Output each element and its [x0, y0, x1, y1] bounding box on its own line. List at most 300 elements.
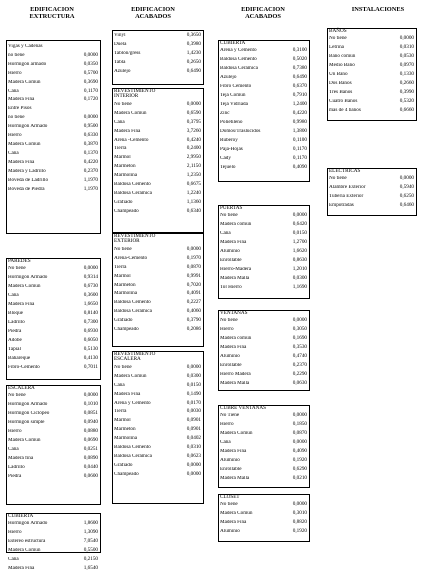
row-label: Caña — [8, 88, 19, 94]
row-value: 0,0600 — [83, 472, 98, 479]
row-value: 0,1920 — [292, 457, 307, 463]
row-value: 0,0870 — [292, 430, 307, 437]
table-row — [7, 472, 99, 481]
table-row — [7, 555, 99, 564]
row-value: 0,1170 — [83, 87, 98, 94]
section-banos — [328, 29, 415, 115]
row-label: Champeado — [114, 327, 139, 333]
row-value: 0,0310 — [186, 444, 201, 451]
table-row — [219, 109, 308, 118]
row-value: 0,6660 — [399, 106, 414, 113]
table-row — [328, 192, 415, 201]
table-row — [7, 418, 99, 427]
row-label: Un Baño — [329, 72, 348, 78]
row-value: 0,0530 — [399, 53, 414, 60]
row-label: Marmolina — [114, 173, 138, 179]
row-value: 1,2700 — [292, 239, 307, 246]
row-label: Madera Malla — [220, 275, 250, 281]
row-value: 0,4060 — [186, 308, 201, 315]
table-row — [7, 463, 99, 472]
table-row — [113, 434, 202, 443]
row-label: Enrollable — [220, 466, 242, 472]
row-value: 0,2086 — [186, 326, 201, 333]
table-row — [7, 42, 99, 51]
table-row — [113, 299, 202, 308]
row-label: Baldosa Cemento — [114, 182, 151, 188]
table-row — [219, 325, 308, 334]
row-value: 0,2150 — [83, 556, 98, 563]
row-label: Marmolina — [114, 436, 138, 442]
row-label: Madera Común — [114, 373, 147, 379]
section-ventanas — [219, 311, 308, 388]
row-label: Ladrillo — [8, 319, 25, 325]
row-value: 0,6420 — [292, 221, 307, 228]
table-row — [113, 399, 202, 408]
table-row — [113, 281, 202, 290]
row-value: 1,1970 — [83, 176, 98, 183]
row-label: Hormigón Armado — [8, 402, 48, 408]
row-value: 0,1170 — [292, 154, 307, 161]
table-row — [219, 154, 308, 163]
section-cubierta-estructura — [7, 514, 99, 573]
table-row — [7, 354, 99, 363]
row-value: 0,2400 — [186, 145, 201, 152]
table-row — [219, 518, 308, 527]
table-row — [219, 265, 308, 274]
table-row — [7, 264, 99, 273]
table-row — [7, 318, 99, 327]
row-label: No tiene — [329, 36, 347, 42]
table-row — [113, 272, 202, 281]
section-cubierta-acabados — [219, 41, 308, 172]
table-row — [7, 282, 99, 291]
row-value: 1,1970 — [83, 185, 98, 192]
header-line-1: INSTALACIONES — [351, 6, 405, 13]
row-value: 0,3690 — [83, 78, 98, 85]
row-label: Hierro — [8, 70, 22, 76]
table-row — [113, 154, 202, 163]
table-row — [7, 60, 99, 69]
row-value: 0,1720 — [83, 96, 98, 103]
table-row — [7, 105, 99, 114]
row-label: Medio Baño — [329, 63, 355, 69]
row-value: 0,0210 — [292, 474, 307, 481]
table-row — [219, 474, 308, 483]
row-value: 0,4220 — [292, 109, 307, 116]
row-value: 0,4091 — [186, 290, 201, 297]
row-value: 0,0310 — [399, 44, 414, 51]
row-label: Vinyl — [114, 32, 126, 38]
row-label: Madera Malla — [220, 380, 250, 386]
row-value: 1,2010 — [292, 265, 307, 272]
row-value: 0,6290 — [292, 465, 307, 472]
row-value: 0,0000 — [186, 462, 201, 469]
row-value: 0,2660 — [399, 80, 414, 86]
row-label: Aluminio — [220, 529, 240, 535]
section-title: CUBRE VENTANAS — [220, 405, 267, 411]
row-label: Baldosa Cemento — [220, 57, 257, 63]
section-closet — [219, 495, 308, 536]
table-row — [113, 171, 202, 180]
row-value: 0,0000 — [399, 35, 414, 42]
row-value: 0,5320 — [399, 97, 414, 104]
table-row — [219, 91, 308, 100]
row-value: 0,2650 — [186, 58, 201, 65]
row-label: No tiene — [329, 176, 347, 182]
row-value: 0,4090 — [292, 448, 307, 455]
row-label: Mármol — [114, 418, 131, 424]
row-label: Grafiado — [114, 200, 133, 206]
table-row — [7, 291, 99, 300]
row-label: no tiene — [8, 52, 25, 58]
section-paredes — [7, 259, 99, 372]
row-value: 0,3790 — [186, 317, 201, 324]
row-value: 1,2400 — [292, 100, 307, 107]
section-title: REVESTIMIENTO — [114, 351, 156, 357]
row-value: 0,6370 — [292, 83, 307, 90]
table-row — [7, 96, 99, 105]
row-label: Tablón/gress — [114, 50, 141, 56]
row-value: 0,3530 — [292, 344, 307, 351]
row-value: 0,5020 — [292, 56, 307, 63]
table-row — [219, 465, 308, 474]
table-row — [219, 411, 308, 420]
row-label: No tiene — [8, 393, 26, 399]
table-row — [219, 379, 308, 388]
row-value: 0,8820 — [292, 519, 307, 526]
table-row — [7, 114, 99, 123]
row-label: Grafiado — [114, 318, 133, 324]
table-row — [7, 78, 99, 87]
row-value: 0,3050 — [292, 326, 307, 333]
row-value: 0,0350 — [83, 60, 98, 67]
table-row — [113, 109, 202, 118]
section-title: ELECTRICAS — [329, 168, 361, 174]
row-label: Tres Baños — [329, 89, 353, 95]
header-line-1: EDIFICACION — [131, 6, 175, 13]
table-row — [113, 49, 202, 58]
table-row — [7, 528, 99, 537]
table-row — [113, 372, 202, 381]
row-label: Baldosa Cemento — [114, 300, 151, 306]
section-title: REVESTIMIENTO — [114, 88, 156, 94]
row-label: Hierro — [220, 327, 234, 333]
row-label: Tierra — [114, 146, 127, 152]
row-value: 0,6490 — [292, 74, 307, 81]
row-value: 0,0000 — [83, 114, 98, 121]
row-value: 0,7020 — [186, 281, 201, 288]
table-row — [328, 174, 415, 183]
row-label: Madera Fina — [8, 160, 35, 166]
table-row — [328, 201, 415, 210]
row-value: 0,0000 — [186, 471, 201, 478]
table-row — [7, 436, 99, 445]
row-label: Teja Común — [220, 93, 246, 98]
table-row — [7, 345, 99, 354]
section-escalera — [7, 386, 99, 481]
table-row — [113, 189, 202, 198]
table-row — [7, 309, 99, 318]
row-value: 0,0890 — [83, 454, 98, 461]
table-row — [113, 325, 202, 334]
row-label: Dos Baños — [329, 81, 352, 86]
row-label: Madera Común — [8, 548, 41, 554]
table-row — [219, 352, 308, 361]
row-value: 0,5500 — [83, 547, 98, 554]
row-value: 0,1970 — [186, 254, 201, 261]
row-value: 0,9500 — [83, 123, 98, 130]
row-label: Bloque — [8, 311, 23, 316]
table-row — [219, 361, 308, 370]
row-value: 0,2370 — [83, 167, 98, 174]
row-label: Enrollable — [220, 258, 242, 263]
row-value: 0,0623 — [186, 453, 201, 460]
row-value: 0,0000 — [186, 245, 201, 252]
table-row — [113, 417, 202, 426]
row-label: Fibro Cemento — [220, 84, 252, 90]
row-value: 0,0300 — [292, 274, 307, 281]
row-value: 0,4240 — [186, 136, 201, 143]
row-label: Bahareque — [8, 355, 31, 361]
row-value: 0,1170 — [292, 145, 307, 152]
row-label: Mármol — [114, 155, 131, 161]
table-row — [7, 69, 99, 78]
row-label: Teja Vidriada — [220, 101, 248, 107]
table-row — [219, 527, 308, 536]
row-label: Madera Común — [220, 431, 253, 437]
row-value: 0,5130 — [83, 345, 98, 352]
table-row — [219, 163, 308, 172]
row-value: 0,0901 — [186, 417, 201, 424]
row-label: No tiene — [114, 246, 132, 252]
row-label: Bóveda de Ladrillo — [8, 177, 49, 183]
table-row — [7, 445, 99, 454]
table-row — [113, 100, 202, 109]
row-label: Madera Fina — [220, 240, 247, 246]
row-value: 0,6330 — [83, 132, 98, 139]
row-label: Tierra — [114, 264, 127, 270]
row-value: 0,3990 — [399, 88, 414, 95]
row-value: 1,4230 — [186, 49, 201, 56]
row-value: 0,8140 — [83, 310, 98, 316]
table-row — [328, 34, 415, 43]
section-title: INTERIOR — [114, 93, 139, 100]
row-label: Madera Fina — [8, 566, 35, 571]
row-label: Alambre Exterior — [329, 185, 366, 191]
table-row — [7, 537, 99, 546]
table-row — [113, 307, 202, 316]
row-label: Hierro Madera — [220, 371, 251, 377]
row-value: 0,0170 — [186, 399, 201, 406]
row-label: Hierro — [8, 133, 22, 139]
row-value: 0,0000 — [83, 265, 98, 272]
row-value: 0,5700 — [83, 69, 98, 76]
table-row — [113, 254, 202, 263]
row-value: 0,0000 — [292, 212, 307, 219]
table-row — [219, 229, 308, 238]
table-row — [219, 46, 308, 55]
table-row — [219, 316, 308, 325]
row-value: 0,7011 — [83, 363, 98, 370]
row-value: 0,1370 — [83, 150, 98, 157]
row-label: Hormigón simple — [8, 420, 45, 426]
row-value: 0,0402 — [186, 435, 201, 442]
row-label: Caña — [220, 231, 231, 237]
row-label: Marmolina — [114, 291, 138, 297]
row-label: Arena -Cemento — [114, 137, 149, 143]
row-value: 0,0630 — [292, 379, 307, 386]
row-label: No Tiene — [220, 413, 240, 419]
row-value: 0,9991 — [186, 272, 201, 279]
row-label: Madera Fina — [220, 345, 247, 351]
row-label: Caña — [8, 446, 19, 452]
table-row — [113, 162, 202, 171]
row-value: 0,0901 — [186, 426, 201, 433]
table-row — [219, 238, 308, 247]
table-row — [219, 370, 308, 379]
row-label: Hierro-Madera — [220, 266, 252, 272]
section-title: EXTERIOR — [114, 238, 140, 245]
row-value: 0,4090 — [292, 163, 307, 170]
table-row — [7, 391, 99, 400]
section-title: ESCALERA — [8, 385, 35, 391]
row-label: Marmeton — [114, 164, 136, 170]
row-label: Madera Fina — [8, 302, 35, 308]
row-value: 0,0150 — [292, 230, 307, 237]
row-value: 0,9314 — [83, 274, 98, 281]
row-label: No tiene — [114, 101, 132, 107]
table-row — [219, 127, 308, 136]
row-label: Tapial — [8, 346, 21, 352]
table-row — [113, 408, 202, 417]
row-label: Madera fina — [8, 455, 34, 461]
row-label: Letrina — [329, 45, 344, 51]
table-row — [219, 82, 308, 91]
row-value: 1,3800 — [292, 127, 307, 134]
row-value: 0,0000 — [186, 100, 201, 107]
row-label: Hormigón Armado — [8, 124, 48, 130]
row-value: 0,0440 — [83, 463, 98, 470]
table-row — [219, 73, 308, 82]
table-row — [7, 185, 99, 194]
table-row — [328, 61, 415, 70]
table-row — [219, 211, 308, 220]
row-value: 0,1850 — [292, 421, 307, 428]
table-row — [7, 131, 99, 140]
row-label: No tiene — [8, 266, 26, 272]
row-label: Caña — [8, 557, 19, 563]
table-row — [113, 316, 202, 325]
row-label: Domos/Traslúcidos — [220, 128, 261, 134]
row-value: 0,7300 — [83, 318, 98, 325]
row-value: 0,6730 — [83, 283, 98, 290]
row-value: 1,6650 — [83, 301, 98, 308]
table-row — [219, 500, 308, 509]
table-row — [7, 327, 99, 336]
table-row — [7, 149, 99, 158]
table-row — [7, 409, 99, 418]
row-value: 0,0880 — [83, 428, 98, 435]
row-value: 0,6250 — [399, 193, 414, 200]
row-value: 0,0970 — [399, 62, 414, 69]
row-value: 0,6340 — [186, 208, 201, 215]
header-acabados-1 — [108, 6, 198, 21]
table-row — [7, 400, 99, 409]
row-label: Madera Común — [8, 284, 41, 290]
section-title: VENTANAS — [220, 310, 248, 316]
header-line-2: EXTRUCTURA — [29, 13, 75, 21]
row-label: Madera Malla — [220, 475, 250, 481]
row-value: 1,8600 — [83, 520, 98, 527]
table-row — [113, 363, 202, 372]
table-row — [219, 55, 308, 64]
table-row — [219, 118, 308, 127]
row-label: No tiene — [220, 318, 238, 324]
row-label: Ladrillo — [8, 464, 25, 470]
section-title: PUERTAS — [220, 205, 243, 211]
row-label: Arena y Cemento — [114, 400, 151, 406]
table-row — [219, 247, 308, 256]
table-row — [7, 273, 99, 282]
table-row — [7, 300, 99, 309]
table-row — [328, 70, 415, 79]
section-title: REVESTIMIENTO — [114, 233, 156, 239]
row-label: Cuatro Baños — [329, 98, 358, 104]
row-label: Baldosa Cerámica — [114, 309, 152, 315]
row-value: 1,3090 — [83, 529, 98, 536]
row-value: 0,0870 — [186, 263, 201, 270]
table-row — [219, 429, 308, 438]
row-label: Polietileno — [220, 119, 243, 125]
table-row — [328, 183, 415, 192]
table-row — [113, 381, 202, 390]
table-row — [113, 127, 202, 136]
row-value: 0,5940 — [399, 184, 414, 191]
section-estructura — [7, 42, 99, 194]
row-value: 0,8630 — [292, 257, 307, 263]
row-label: Madera Común — [220, 511, 253, 517]
table-row — [113, 180, 202, 189]
row-label: Baldosa Cemento — [114, 445, 151, 451]
table-row — [113, 452, 202, 461]
table-row — [113, 67, 202, 76]
row-label: Paja-Hojas — [220, 146, 243, 152]
row-value: 1,2240 — [186, 190, 201, 197]
row-value: 0,4740 — [292, 353, 307, 360]
table-row — [219, 456, 308, 465]
table-row — [7, 140, 99, 149]
row-value: 0,1920 — [292, 528, 307, 535]
row-label: Marmetón — [114, 427, 136, 433]
row-value: 0,0851 — [83, 410, 98, 417]
row-label: Caña — [114, 382, 125, 388]
row-value: 0,1490 — [186, 390, 201, 397]
table-row — [113, 290, 202, 299]
row-value: 0,0251 — [83, 445, 98, 452]
table-row — [113, 263, 202, 272]
row-value: 0,3100 — [292, 47, 307, 54]
section-title: PAREDES — [8, 258, 31, 264]
table-row — [7, 158, 99, 167]
header-line-1: EDIFICACION — [241, 6, 285, 13]
row-label: Madera Común — [114, 110, 147, 116]
row-label: Hierro — [8, 429, 22, 435]
row-label: Fibro-Cemento — [8, 364, 40, 370]
table-row — [219, 256, 308, 265]
row-value: 0,9980 — [292, 118, 307, 125]
row-value: 0,1690 — [292, 335, 307, 342]
section-revest-interior — [113, 89, 202, 216]
